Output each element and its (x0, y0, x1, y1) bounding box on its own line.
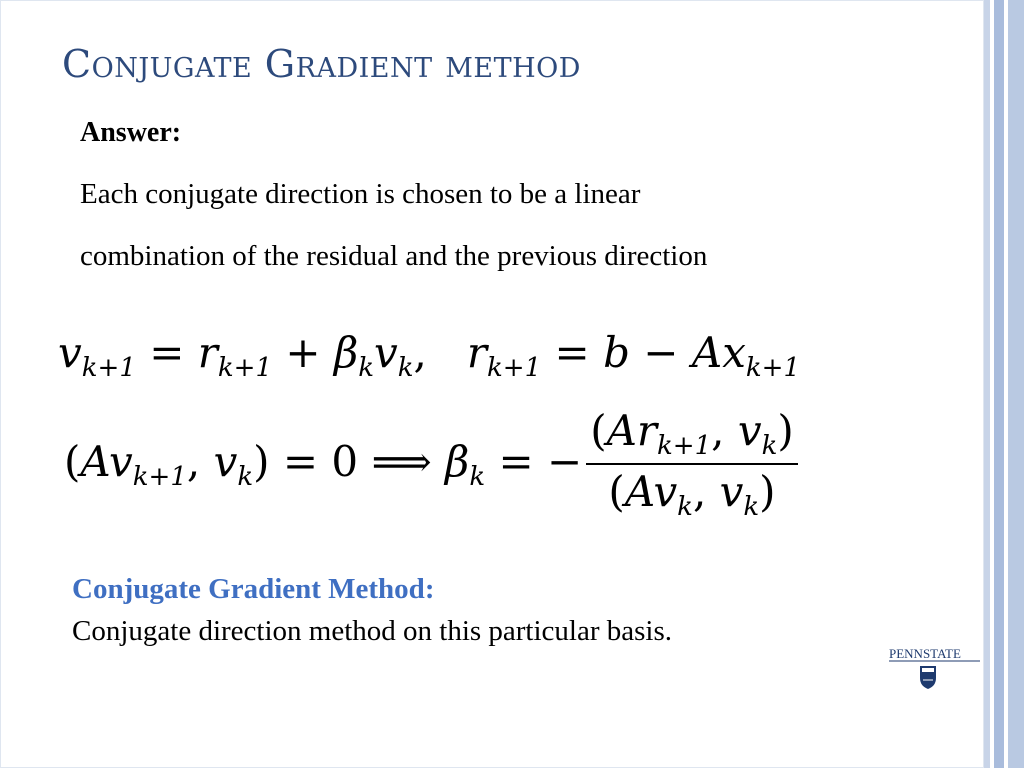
slide-title: Conjugate Gradient method (62, 42, 581, 86)
body-line-2: combination of the residual and the previous direction (80, 240, 708, 272)
cg-body: Conjugate direction method on this particular basis. (72, 615, 673, 647)
cg-heading: Conjugate Gradient Method: (72, 573, 435, 605)
pennstate-logo-graphic (886, 640, 982, 702)
pennstate-wordmark: PENNSTATE (889, 646, 961, 661)
beta-fraction: $\frac{(Ar_{k+1}, v_k)}{(Av_k, v_k)}$ (586, 406, 798, 522)
pennstate-logo (886, 640, 982, 702)
side-strip-3 (994, 0, 1004, 768)
equation-beta: ($Av_{k+1}$, $v_k) = 0$ ⟹ $\beta_k$ = − $\frac{(Ar_{k+1}, v_k)}{(Av_k, v_k)}$ (64, 406, 798, 522)
answer-label: Answer: (80, 117, 182, 148)
equation-update: $v_{k+1} = r_{k+1} + \beta_kv_k$, $r_{k+1} = b - Ax_{k+1}$ (58, 328, 801, 384)
side-strip-5 (1008, 0, 1024, 768)
body-line-1: Each conjugate direction is chosen to be a linear (80, 178, 641, 210)
